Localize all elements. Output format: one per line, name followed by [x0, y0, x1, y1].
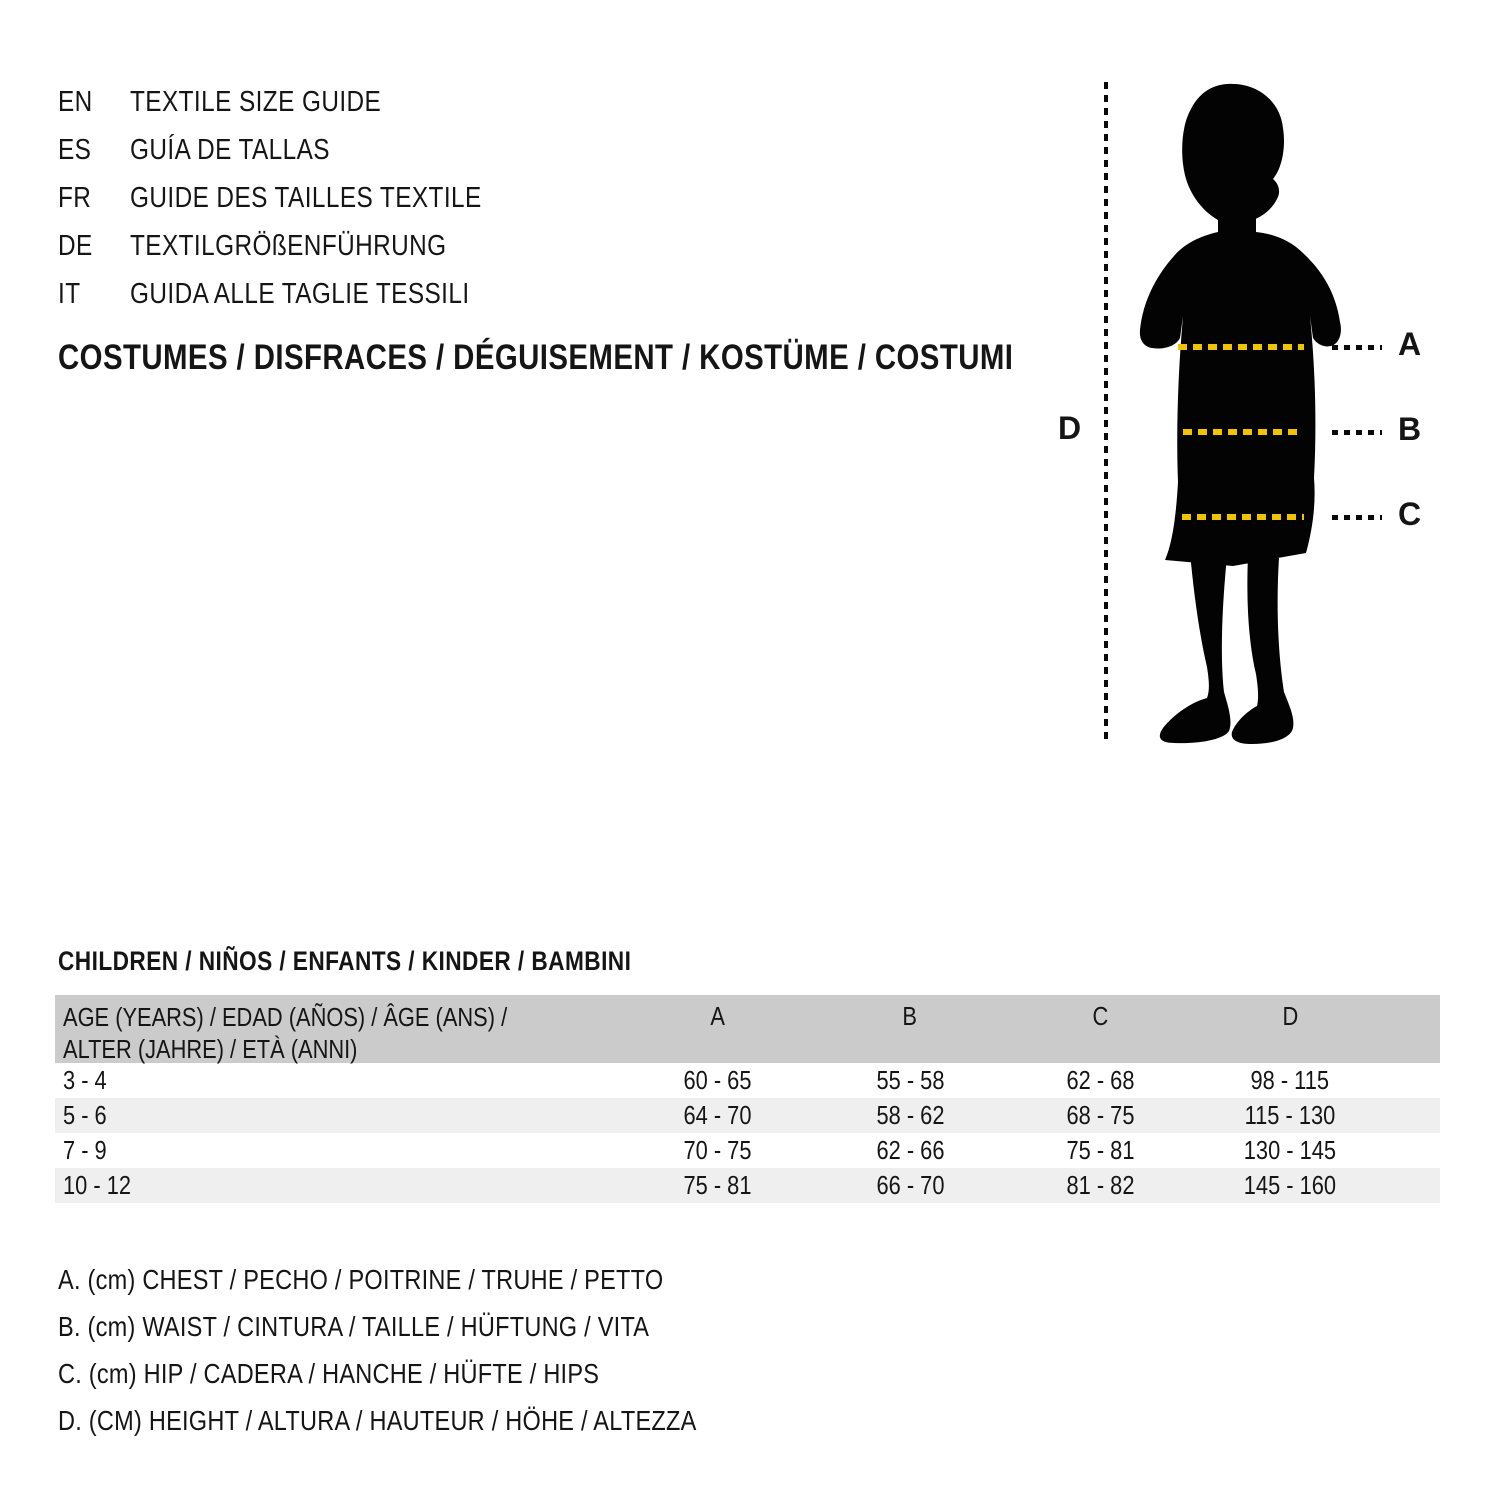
age-cell: 10 - 12 [63, 1170, 132, 1200]
language-code: FR [58, 181, 92, 214]
column-header-b: B [902, 1001, 918, 1031]
table-row [55, 1133, 1440, 1168]
table-row [55, 1063, 1440, 1098]
chest-callout-line [1332, 345, 1382, 350]
age-cell: 5 - 6 [63, 1100, 107, 1130]
table-header-row [55, 995, 1440, 1063]
column-header-d: D [1282, 1001, 1298, 1031]
language-code: DE [58, 229, 93, 262]
chest-cell: 70 - 75 [683, 1135, 752, 1165]
height-cell: 130 - 145 [1243, 1135, 1337, 1165]
language-code: IT [58, 277, 81, 310]
language-code: EN [58, 85, 93, 118]
legend-height: D. (CM) HEIGHT / ALTURA / HAUTEUR / HÖHE / ALTEZZA [58, 1404, 697, 1436]
language-code: ES [58, 133, 92, 166]
legend-chest: A. (cm) CHEST / PECHO / POITRINE / TRUHE / PETTO [58, 1263, 664, 1295]
language-row-it [58, 270, 549, 318]
age-cell: 3 - 4 [63, 1065, 107, 1095]
silhouette-left-leg [1160, 552, 1231, 743]
language-row-fr [58, 174, 549, 222]
waist-cell: 58 - 62 [875, 1100, 944, 1130]
hip-measure-label: C [1398, 496, 1422, 532]
language-row-es [58, 126, 549, 174]
hip-cell: 62 - 68 [1065, 1065, 1134, 1095]
language-row-de [58, 222, 549, 270]
age-cell: 7 - 9 [63, 1135, 107, 1165]
table-row [55, 1098, 1440, 1133]
age-column-header: AGE (YEARS) / EDAD (AÑOS) / ÂGE (ANS) / ALTER (JAHRE) / ETÀ (ANNI) [63, 1002, 508, 1064]
measurement-figure [1020, 60, 1490, 760]
hip-cell: 75 - 81 [1065, 1135, 1134, 1165]
legend-hip: C. (cm) HIP / CADERA / HANCHE / HÜFTE / HIPS [58, 1357, 600, 1389]
silhouette-right-leg [1232, 556, 1294, 744]
hip-callout-line [1332, 515, 1382, 520]
waist-cell: 66 - 70 [875, 1170, 944, 1200]
children-size-table [55, 995, 1440, 1203]
language-title: TEXTILGRÖßENFÜHRUNG [130, 229, 447, 262]
table-row [55, 1168, 1440, 1203]
size-table-title: CHILDREN / NIÑOS / ENFANTS / KINDER / BAMBINI [58, 946, 632, 976]
language-title: GUIDE DES TAILLES TEXTILE [130, 181, 482, 214]
language-title: TEXTILE SIZE GUIDE [130, 85, 382, 118]
chest-cell: 64 - 70 [683, 1100, 752, 1130]
chest-cell: 75 - 81 [683, 1170, 752, 1200]
height-cell: 145 - 160 [1243, 1170, 1337, 1200]
legend-waist: B. (cm) WAIST / CINTURA / TAILLE / HÜFTUNG / VITA [58, 1310, 650, 1342]
hip-cell: 68 - 75 [1065, 1100, 1134, 1130]
language-title-list [58, 78, 549, 318]
waist-cell: 62 - 66 [875, 1135, 944, 1165]
waist-measure-line [1183, 429, 1298, 435]
hip-measure-line [1182, 514, 1304, 520]
waist-measure-label: B [1398, 411, 1422, 447]
chest-cell: 60 - 65 [683, 1065, 752, 1095]
column-header-c: C [1092, 1001, 1108, 1031]
language-row-en [58, 78, 549, 126]
measurement-legend [58, 1256, 818, 1444]
language-title: GUÍA DE TALLAS [130, 133, 330, 166]
chest-measure-label: A [1398, 326, 1422, 362]
chest-measure-line [1178, 344, 1304, 350]
height-cell: 115 - 130 [1244, 1100, 1336, 1130]
hip-cell: 81 - 82 [1065, 1170, 1134, 1200]
column-header-a: A [710, 1001, 725, 1031]
waist-callout-line [1332, 430, 1382, 435]
height-dotted-line [1104, 82, 1108, 742]
waist-cell: 55 - 58 [875, 1065, 944, 1095]
category-heading: COSTUMES / DISFRACES / DÉGUISEMENT / KOSTÜME / COSTUMI [58, 338, 1014, 377]
height-cell: 98 - 115 [1250, 1065, 1330, 1095]
language-title: GUIDA ALLE TAGLIE TESSILI [130, 277, 470, 310]
child-silhouette [1130, 82, 1345, 747]
height-measure-label: D [1058, 410, 1082, 446]
